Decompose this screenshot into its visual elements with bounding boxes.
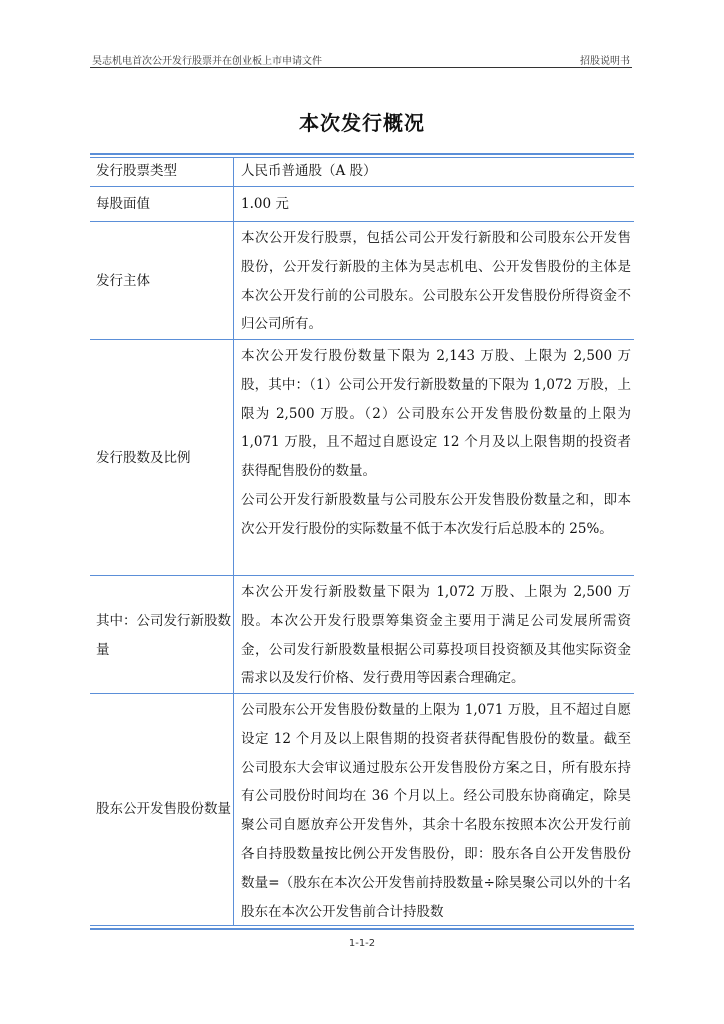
row-value <box>241 578 631 693</box>
row-value <box>241 190 631 219</box>
page-header <box>90 50 632 68</box>
row-paragraph: 公司股东公开发售股份数量的上限为 1,071 万股，且不超过自愿设定 12 个月及以上限售期的投资者获得配售股份的数量。截至公司股东大会审议通过股东公开发售股份方案之日，所有股东持有公司股份时间均在 36 个月以上。经公司股东协商确定，除昊聚公司自愿放弃公开发售外，其余十名股东按照本次公开发行前各自持股数量按比例公开发售股份，即：股东各自公开发售股份数量=（股东在本次公开发售前持股数量÷除昊聚公司以外的十名股东在本次公开发售前合计持股数 <box>241 702 631 920</box>
table-top-border <box>90 153 634 155</box>
header-document-type: 招股说明书 <box>580 56 630 67</box>
row-value <box>241 157 631 186</box>
row-value <box>241 342 631 544</box>
table-row <box>90 187 634 222</box>
row-paragraph: 人民币普通股（A 股） <box>241 163 377 179</box>
row-value <box>241 224 631 339</box>
header-document-title: 昊志机电首次公开发行股票并在创业板上市申请文件 <box>92 56 322 67</box>
row-paragraph: 1.00 元 <box>241 196 289 212</box>
table-row <box>90 694 634 926</box>
table-row <box>90 222 634 340</box>
row-label: 发行股数及比例 <box>96 450 191 466</box>
row-paragraph: 本次公开发行股票，包括公司公开发行新股和公司股东公开发售股份，公开发行新股的主体为昊志机电、公开发售股份的主体是本次公开发行前的公司股东。公司股东公开发售股份所得资金不归公司所有。 <box>241 230 631 333</box>
row-label: 发行主体 <box>96 273 150 289</box>
table-bottom-border-inner <box>90 925 634 926</box>
table-bottom-border <box>90 928 634 930</box>
row-label: 其中：公司发行新股数量 <box>96 613 231 658</box>
row-paragraph: 公司公开发行新股数量与公司股东公开发售股份数量之和，即本次公开发行股份的实际数量不低于本次发行后总股本的 25%。 <box>241 491 631 537</box>
row-label: 股东公开发售股份数量 <box>96 800 231 817</box>
page-title: 本次发行概况 <box>299 111 425 135</box>
row-label: 发行股票类型 <box>96 163 177 179</box>
table-row <box>90 157 634 187</box>
table-row <box>90 576 634 694</box>
row-value <box>241 696 631 926</box>
row-paragraph: 本次公开发行股份数量下限为 2,143 万股、上限为 2,500 万股，其中：（1）公司公开发行新股数量的下限为 1,072 万股，上限为 2,500 万股。（2）公司股东公开发售股份数量的上限为 1,071 万股，且不超过自愿设定 12 个月及以上限售期的投资者获得配售股份的数量。 <box>241 348 631 480</box>
row-paragraph: 本次公开发行新股数量下限为 1,072 万股、上限为 2,500 万股。本次公开发行股票筹集资金主要用于满足公司发展所需资金，公司发行新股数量根据公司募投项目投资额及其他实际资金需求以及发行价格、发行费用等因素合理确定。 <box>241 584 631 687</box>
page-number: 1-1-2 <box>348 938 376 949</box>
row-label: 每股面值 <box>96 196 150 212</box>
table-row <box>90 340 634 576</box>
